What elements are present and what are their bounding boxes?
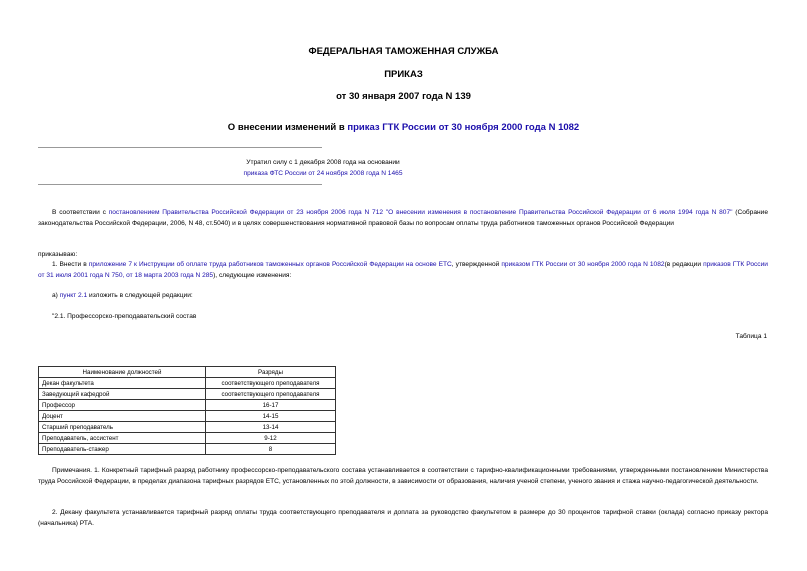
- cell-position: Доцент: [39, 411, 206, 422]
- preamble-link[interactable]: постановлением Правительства Российской Федерации от 23 ноября 2006 года N 712 "О внесении изменения в постановление Правительства Российской Федерации от 6 июля 1994 года N 807": [108, 209, 733, 216]
- item-1-link-edits[interactable]: приказов ГТК России от 31 июля 2001 года N 750, от 18 марта 2003 года N 285: [38, 261, 768, 279]
- title-link[interactable]: приказ ГТК России от 30 ноября 2000 года N 1082: [347, 122, 580, 133]
- cell-position: Старший преподаватель: [39, 422, 206, 433]
- table-row: [39, 433, 336, 444]
- notes-paragraph-1: Примечания. 1. Конкретный тарифный разряд работнику профессорско-преподавательского состава устанавливается в соответствии с тарифно-квалификационными требованиями, утвержденными постановлением Министерства труда Российской Федерации, в пределах диапазона тарифных разрядов ЕТС, установленных по этой должности, в зависимости от образования, наличия ученой степени, ученого звания и стажа научно-педагогической деятельности.: [38, 467, 768, 485]
- table-row: [39, 411, 336, 422]
- item-1-paragraph: 1. Внести в приложение 7 к Инструкции об оплате труда работников таможенных органов Российской Федерации на основе ЕТС, утвержденной приказом ГТК России от 30 ноября 2000 года N 1082(в редакции приказов ГТК России от 31 июля 2001 года N 750, от 18 марта 2003 года N 285), следующие изменения:: [38, 261, 768, 279]
- cell-rank: 8: [206, 444, 336, 455]
- table-row: [39, 422, 336, 433]
- status-note: [38, 157, 608, 179]
- top-divider: [38, 147, 322, 148]
- table-header-row: [39, 367, 336, 378]
- notes-paragraph-2: 2. Декану факультета устанавливается тарифный разряд оплаты труда соответствующего преподавателя и доплата за руководство факультетом в размере до 30 процентов тарифной ставки (оклада) согласно приказу ректора (начальника) РТА.: [38, 509, 768, 527]
- column-header-position: Наименование должностей: [39, 367, 206, 378]
- cell-position: Декан факультета: [39, 378, 206, 389]
- agency-name: ФЕДЕРАЛЬНАЯ ТАМОЖЕННАЯ СЛУЖБА: [308, 46, 499, 57]
- item-a-paragraph: а) пункт 2.1 изложить в следующей редакции:: [52, 292, 193, 299]
- cell-rank: соответствующего преподавателя: [206, 389, 336, 400]
- column-header-rank: Разряды: [206, 367, 336, 378]
- cell-position: Преподаватель-стажер: [39, 444, 206, 455]
- table-row: [39, 389, 336, 400]
- table-row: [39, 444, 336, 455]
- cell-position: Заведующий кафедрой: [39, 389, 206, 400]
- cell-rank: 14-15: [206, 411, 336, 422]
- document-title: [0, 122, 807, 133]
- section-heading: "2.1. Профессорско-преподавательский состав: [52, 313, 197, 320]
- bottom-divider: [38, 184, 322, 185]
- cell-rank: 16-17: [206, 400, 336, 411]
- cell-rank: соответствующего преподавателя: [206, 378, 336, 389]
- document-type: ПРИКАЗ: [384, 69, 423, 80]
- item-a-link[interactable]: пункт 2.1: [59, 292, 88, 299]
- cell-position: Преподаватель, ассистент: [39, 433, 206, 444]
- cell-position: Профессор: [39, 400, 206, 411]
- status-note-line1: Утратил силу с 1 декабря 2008 года на основании: [246, 159, 400, 166]
- item-1-link-order[interactable]: приказом ГТК России от 30 ноября 2000 года N 1082: [501, 261, 665, 268]
- table-row: [39, 400, 336, 411]
- document-date-number: от 30 января 2007 года N 139: [336, 91, 471, 102]
- title-prefix: О внесении изменений в: [227, 122, 348, 133]
- table-caption: Таблица 1: [735, 333, 767, 340]
- cell-rank: 9-12: [206, 433, 336, 444]
- order-word: приказываю:: [38, 251, 78, 258]
- table-row: [39, 378, 336, 389]
- status-note-link[interactable]: приказа ФТС России от 24 ноября 2008 года N 1465: [243, 170, 403, 177]
- item-1-link-appendix[interactable]: приложение 7 к Инструкции об оплате труда работников таможенных органов Российской Федерации на основе ЕТС: [88, 261, 452, 268]
- preamble-paragraph: В соответствии с постановлением Правительства Российской Федерации от 23 ноября 2006 года N 712 "О внесении изменения в постановление Правительства Российской Федерации от 6 июля 1994 года N 807" (Собрание законодательства Российской Федерации, 2006, N 48, ст.5040) и в целях совершенствования нормативной правовой базы по вопросам оплаты труда работников таможенных органов Российской Федерации: [38, 209, 769, 227]
- ranks-table: [38, 366, 336, 455]
- cell-rank: 13-14: [206, 422, 336, 433]
